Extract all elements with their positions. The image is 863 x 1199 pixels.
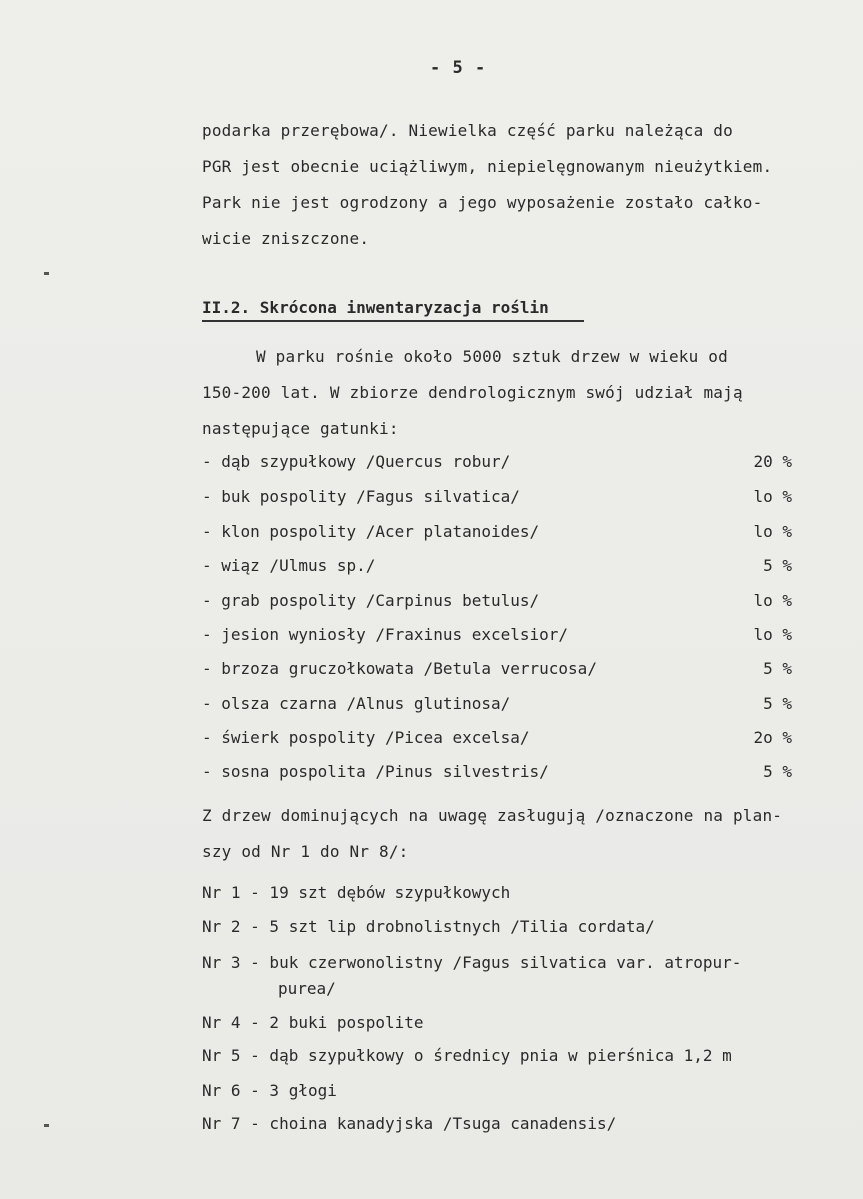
paragraph-line: W parku rośnie około 5000 sztuk drzew w wieku od (256, 347, 728, 366)
paragraph-line: 150-200 lat. W zbiorze dendrologicznym swój udział mają (202, 383, 743, 402)
page-number: - 5 - (430, 58, 487, 78)
numbered-item: Nr 4 - 2 buki pospolite (202, 1013, 424, 1032)
margin-mark (44, 1124, 49, 1127)
species-name: - brzoza gruczołkowata /Betula verrucosa/ (202, 659, 597, 678)
species-percent: 2o % (753, 728, 792, 747)
numbered-item: Nr 6 - 3 głogi (202, 1081, 337, 1100)
margin-mark (44, 272, 49, 275)
paragraph-line: wicie zniszczone. (202, 229, 370, 248)
numbered-item: Nr 3 - buk czerwonolistny /Fagus silvatica var. atropur- (202, 953, 742, 972)
numbered-item-continuation: purea/ (278, 979, 336, 998)
paragraph-line: Z drzew dominujących na uwagę zasługują /oznaczone na plan- (202, 806, 783, 825)
species-name: - klon pospolity /Acer platanoides/ (202, 522, 540, 541)
numbered-item: Nr 1 - 19 szt dębów szypułkowych (202, 883, 511, 902)
species-percent: 5 % (763, 659, 792, 678)
species-name: - olsza czarna /Alnus glutinosa/ (202, 694, 511, 713)
species-name: - buk pospolity /Fagus silvatica/ (202, 487, 520, 506)
species-percent: 5 % (763, 762, 792, 781)
paragraph-line: podarka przerębowa/. Niewielka część parku należąca do (202, 121, 733, 140)
paragraph-line: następujące gatunki: (202, 419, 399, 438)
species-percent: lo % (753, 487, 792, 506)
paragraph-line: szy od Nr 1 do Nr 8/: (202, 842, 409, 861)
species-name: - wiąz /Ulmus sp./ (202, 556, 376, 575)
species-name: - grab pospolity /Carpinus betulus/ (202, 591, 540, 610)
numbered-item: Nr 7 - choina kanadyjska /Tsuga canadensis/ (202, 1114, 617, 1133)
species-percent: 20 % (753, 452, 792, 471)
species-percent: 5 % (763, 556, 792, 575)
section-heading: II.2. Skrócona inwentaryzacja roślin (202, 298, 549, 317)
species-percent: lo % (753, 591, 792, 610)
species-name: - świerk pospolity /Picea excelsa/ (202, 728, 530, 747)
species-name: - sosna pospolita /Pinus silvestris/ (202, 762, 549, 781)
species-percent: 5 % (763, 694, 792, 713)
species-name: - jesion wyniosły /Fraxinus excelsior/ (202, 625, 569, 644)
paragraph-line: Park nie jest ogrodzony a jego wyposażenie zostało całko- (202, 193, 763, 212)
paragraph-line: PGR jest obecnie uciążliwym, niepielęgnowanym nieużytkiem. (202, 157, 773, 176)
numbered-item: Nr 2 - 5 szt lip drobnolistnych /Tilia cordata/ (202, 917, 655, 936)
numbered-item: Nr 5 - dąb szypułkowy o średnicy pnia w pierśnica 1,2 m (202, 1046, 732, 1065)
species-percent: lo % (753, 625, 792, 644)
species-name: - dąb szypułkowy /Quercus robur/ (202, 452, 511, 471)
heading-underline (202, 320, 584, 322)
species-percent: lo % (753, 522, 792, 541)
